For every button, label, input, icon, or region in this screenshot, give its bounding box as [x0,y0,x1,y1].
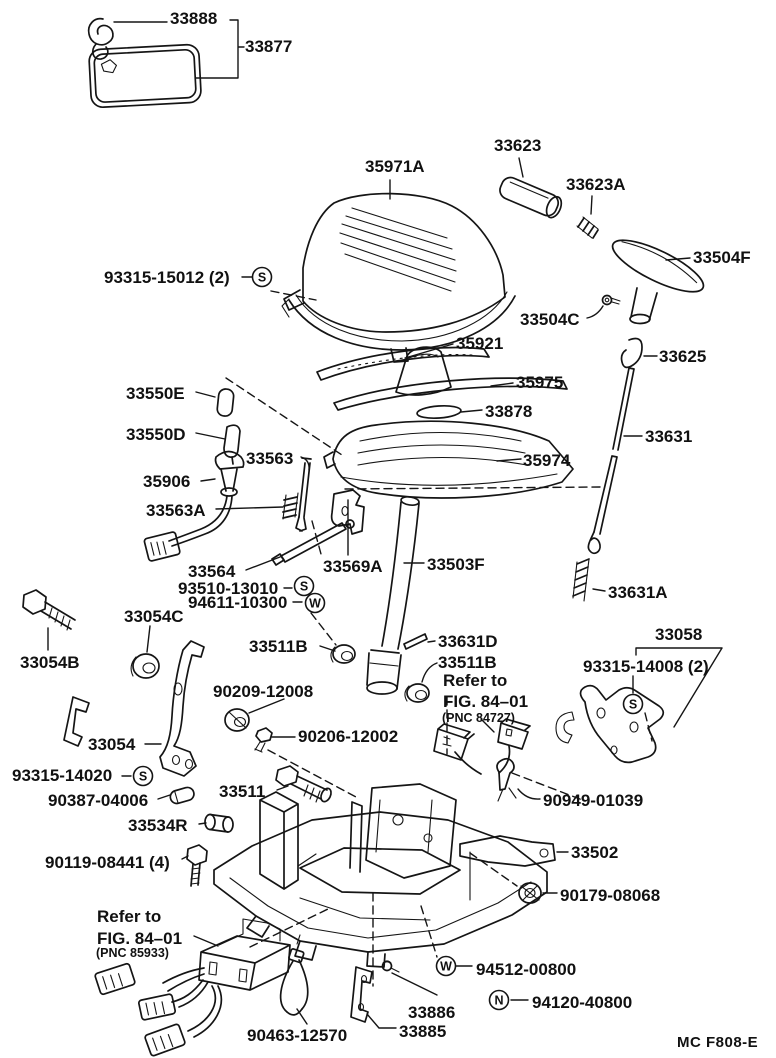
refer-note-a-line2: FIG. 84–01 [443,692,529,711]
rod-spring-part [573,559,589,601]
washer-symbol-letter: W [309,596,321,611]
tapping-screw-part [255,728,272,752]
shift-rod-part [588,368,634,553]
lever-bushing-upper-part [331,645,355,663]
label-33502: 33502 [571,843,619,862]
label-33625: 33625 [659,347,707,366]
grommet-washer-part [225,709,249,731]
label-33631: 33631 [645,427,693,446]
label-33534R: 33534R [128,816,188,835]
label-33563A: 33563A [146,501,206,520]
label-90119-08441: 90119-08441 (4) [45,853,170,872]
shift-knob-button-part [497,175,564,220]
label-33511B-lower: 33511B [438,653,497,672]
refer-note-a-line3: (PNC 84727) [442,711,515,725]
label-33885: 33885 [399,1022,447,1041]
label-93315-15012: 93315-15012 (2) [104,268,230,287]
spring-pin-part [404,634,427,649]
nut-symbol [490,991,509,1010]
screw-symbol [624,695,643,714]
label-94611-10300: 94611-10300 [188,593,288,612]
screw-symbol [253,268,272,287]
bracket-grommet-part [131,654,159,678]
figure-code: MC F808-E [677,1034,759,1051]
label-33511: 33511 [219,782,266,801]
screw-symbol [134,767,153,786]
lever-bushing-lower-part [405,684,429,702]
label-35906: 35906 [143,472,191,491]
pin-part-33550D [224,425,240,464]
label-33550D: 33550D [126,425,186,444]
lock-spring-part [283,493,298,519]
refer-note-b-line3: (PNC 85933) [96,946,169,960]
label-33631D: 33631D [438,632,498,651]
refer-note-a-line1: Refer to [443,671,508,690]
label-33623A: 33623A [566,175,626,194]
label-33504C: 33504C [520,310,580,329]
label-35921: 35921 [456,334,504,353]
label-35971A: 35971A [365,157,425,176]
label-33564: 33564 [188,562,236,581]
knob-screw-part [603,296,621,305]
label-90209-12008: 90209-12008 [213,682,314,701]
label-33054B: 33054B [20,653,80,672]
label-33550E: 33550E [126,384,185,403]
cap-part-33550E [217,388,235,416]
label-33054: 33054 [88,735,136,754]
nut-symbol-letter: N [494,993,504,1008]
pivot-bolt-part [276,766,333,803]
plate-screw-part [383,961,400,972]
label-33504F: 33504F [693,248,751,267]
washer-symbol-letter: W [440,959,452,974]
label-33886: 33886 [408,1003,456,1022]
label-33623: 33623 [494,136,542,155]
washer-symbol [306,594,325,613]
label-35975: 35975 [516,373,564,392]
stopper-bracket-part [556,686,663,763]
screw-symbol-letter: S [138,769,148,784]
label-94512-00800: 94512-00800 [476,960,577,979]
label-33569A: 33569A [323,557,383,576]
refer-note-b-line1: Refer to [97,907,162,926]
label-35974: 35974 [523,451,571,470]
label-33503F: 33503F [427,555,485,574]
label-94120-40800: 94120-40800 [532,993,633,1012]
support-bracket-part [160,641,204,776]
screw-symbol [295,577,314,596]
button-spring-part [577,217,598,238]
shift-knob-part [606,231,709,324]
label-90463-12570: 90463-12570 [247,1026,348,1045]
label-90949-01039: 90949-01039 [543,791,644,810]
stopper-plate-part [351,967,372,1022]
switch-connector-parts [434,719,530,774]
washer-symbol [437,957,456,976]
part-labels [12,9,758,1051]
label-33878: 33878 [485,402,533,421]
bracket-bolt-part [23,590,75,630]
screw-symbol-letter: S [257,270,267,285]
flange-bolt-part [187,845,207,886]
label-33631A: 33631A [608,583,668,602]
cushion-part-90387 [169,786,196,805]
shift-lever-part [367,496,419,694]
label-93315-14008: 93315-14008 (2) [583,657,709,676]
screw-symbol-letter: S [628,697,638,712]
screw-symbol-letter: S [299,579,309,594]
label-33058: 33058 [655,625,703,644]
label-33511B-upper: 33511B [249,637,308,656]
cushion-pad-part [417,404,462,419]
label-93510-13010: 93510-13010 [178,579,279,598]
label-33888: 33888 [170,9,218,28]
label-93315-14020: 93315-14020 [12,766,113,785]
collar-part-33534R [205,815,233,833]
label-90179-08068: 90179-08068 [560,886,661,905]
label-33563: 33563 [246,449,294,468]
lever-clip-part [622,339,643,368]
cover-plate-part [89,44,202,108]
label-90387-04006: 90387-04006 [48,791,149,810]
label-33877: 33877 [245,37,293,56]
refer-note-b-line2: FIG. 84–01 [97,929,183,948]
label-90206-12002: 90206-12002 [298,727,399,746]
label-33054C: 33054C [124,607,184,626]
flange-nut-part [519,883,541,903]
channel-clip-part [64,697,89,746]
